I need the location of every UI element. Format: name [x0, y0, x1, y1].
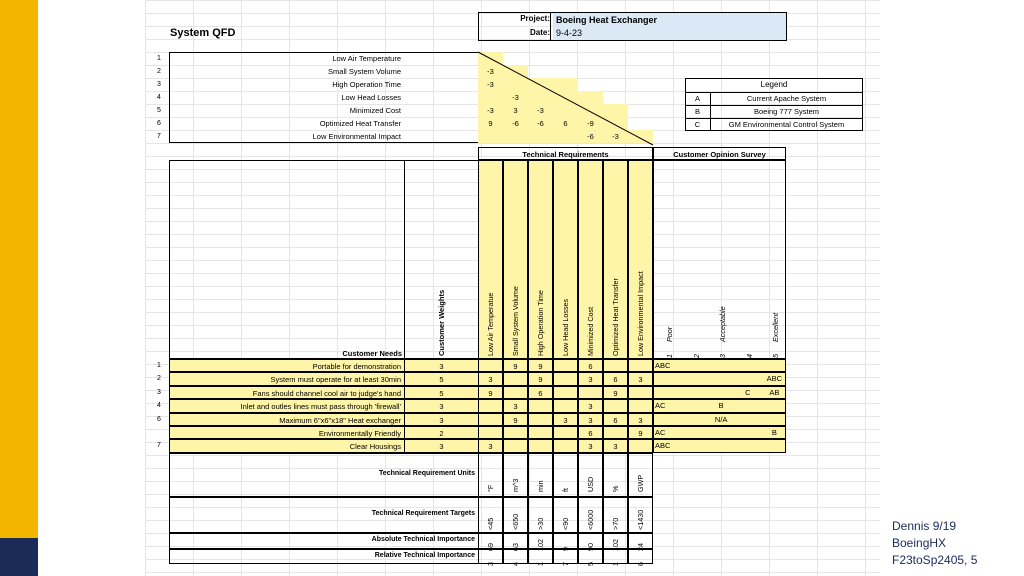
survey-cell: [761, 360, 787, 372]
bottom-value: <6000: [586, 509, 595, 530]
need-rel-cell: [503, 386, 528, 399]
legend-key: B: [694, 107, 700, 116]
roof-cell: -6: [503, 117, 528, 130]
tech-req-label: Low Air Temperatue: [486, 292, 495, 356]
need-rel-cell: [503, 426, 528, 439]
need-weight: 5: [404, 386, 479, 399]
need-weight: 3: [404, 399, 479, 412]
need-rel-cell: 3: [478, 372, 503, 385]
survey-cell: B: [718, 401, 724, 411]
survey-cell: ABC: [766, 374, 783, 384]
need-rel-cell: 6: [603, 372, 628, 385]
need-rel-cell: [628, 386, 653, 399]
survey-cell: [735, 400, 761, 412]
project-value: Boeing Heat Exchanger: [553, 13, 786, 27]
survey-cell: AB: [769, 387, 780, 397]
roof-row-number: 4: [157, 94, 161, 101]
survey-cell: [708, 427, 734, 439]
roof-cell: -9: [578, 117, 603, 130]
tech-req-label: Low Head Losses: [561, 298, 570, 356]
tech-req-label: Small System Volume: [511, 286, 520, 356]
need-label: Environmentally Friendly: [169, 426, 405, 439]
survey-cell: [735, 427, 761, 439]
roof-cell: -6: [578, 130, 603, 143]
roof-row-number: 6: [157, 120, 161, 127]
need-rel-cell: [528, 399, 553, 412]
survey-cell: [682, 387, 708, 399]
need-label: Clear Housings: [169, 439, 405, 452]
bottom-value: 9: [561, 547, 570, 551]
roof-row-number: 7: [157, 133, 161, 140]
roof-cell: -6: [528, 117, 553, 130]
bottom-value: 102: [536, 539, 545, 551]
bottom-value: 5: [586, 562, 595, 566]
bottom-value: %: [611, 485, 620, 492]
need-rel-cell: 3: [578, 413, 603, 426]
need-rel-cell: [528, 439, 553, 452]
roof-row-label: Small System Volume: [328, 67, 401, 76]
need-rel-cell: [578, 386, 603, 399]
footer-line-2: BoeingHX: [892, 536, 947, 550]
survey-cell: [708, 360, 734, 372]
need-weight: 3: [404, 359, 479, 372]
roof-cell: -3: [603, 130, 628, 143]
survey-cell: [682, 373, 708, 385]
need-rel-cell: [478, 426, 503, 439]
bottom-value: 6: [636, 562, 645, 566]
survey-scale-label: Poor: [665, 326, 674, 342]
survey-cell: [735, 440, 761, 452]
tech-req-label: Low Environmental Impact: [636, 271, 645, 356]
bottom-value: USD: [586, 476, 595, 492]
need-rel-cell: [603, 399, 628, 412]
need-rel-cell: [478, 399, 503, 412]
date-label: Date:: [529, 28, 550, 37]
survey-cell: [761, 400, 787, 412]
legend-key: A: [694, 94, 700, 103]
survey-cell: [655, 373, 681, 385]
survey-cell: [708, 373, 734, 385]
need-row-number: 1: [157, 362, 161, 369]
roof-cell: -3: [478, 104, 503, 117]
bottom-row-label: Absolute Technical Importance: [371, 536, 475, 543]
need-rel-cell: [478, 413, 503, 426]
roof-cell: -3: [503, 91, 528, 104]
need-rel-cell: 3: [603, 439, 628, 452]
need-weight: 5: [404, 372, 479, 385]
customer-weights-heading: Customer Weights: [437, 289, 446, 356]
roof-row-label: Low Environmental Impact: [312, 132, 401, 141]
bottom-value: >30: [536, 517, 545, 530]
need-row-number: 4: [157, 402, 161, 410]
need-rel-cell: 9: [628, 426, 653, 439]
legend-label: Boeing 777 System: [753, 107, 820, 116]
roof-cell: -3: [478, 78, 503, 91]
survey-cell: ABC: [655, 441, 671, 451]
need-row-number: 3: [157, 388, 161, 396]
survey-cell: [682, 414, 708, 426]
need-rel-cell: [553, 426, 578, 439]
bottom-value: >70: [611, 517, 620, 530]
roof-row-number: 5: [157, 107, 161, 114]
footer-line-3: F23toSp2405, 5: [892, 553, 978, 567]
bottom-row-label: Technical Requirement Targets: [371, 510, 475, 517]
need-rel-cell: [553, 399, 578, 412]
qfd-sheet: [145, 0, 880, 576]
bottom-value: 90: [586, 543, 595, 551]
survey-cell: [735, 360, 761, 372]
accent-band-bottom: [0, 538, 38, 576]
legend-row-line: [685, 92, 863, 93]
need-row-number: 6: [157, 415, 161, 423]
need-rel-cell: 3: [578, 439, 603, 452]
roof-cell: 9: [478, 117, 503, 130]
needs-header-box: [169, 160, 405, 359]
need-label: Fans should channel cool air to judge's hand: [169, 386, 405, 399]
bottom-value: 3: [486, 562, 495, 566]
survey-cell: [655, 387, 681, 399]
bottom-value: 1: [611, 562, 620, 566]
survey-cell: [735, 373, 761, 385]
bottom-row-label: Relative Technical Importance: [374, 551, 475, 559]
roof-cell: -3: [528, 104, 553, 117]
legend-title: Legend: [760, 80, 788, 89]
survey-cell: [708, 387, 734, 399]
legend-row-line: [685, 118, 863, 119]
customer-needs-heading: Customer Needs: [342, 349, 402, 358]
bottom-value: 69: [486, 543, 495, 551]
need-rel-cell: 9: [478, 386, 503, 399]
roof-row-label: Minimized Cost: [349, 106, 401, 115]
roof-row-number: 1: [157, 55, 161, 62]
need-rel-cell: [478, 359, 503, 372]
bottom-value: 102: [611, 539, 620, 551]
need-rel-cell: 9: [528, 372, 553, 385]
survey-cell: N/A: [714, 414, 728, 424]
need-label: Portable for demonstration: [169, 359, 405, 372]
survey-cell: [682, 400, 708, 412]
need-row-number: 2: [157, 375, 161, 383]
legend-row-line: [685, 105, 863, 106]
bottom-value: ft: [561, 488, 570, 492]
tech-req-label: High Operation Time: [536, 290, 545, 356]
legend-label: GM Environmental Control System: [728, 120, 845, 129]
tech-req-label: Minimized Cost: [586, 306, 595, 356]
need-label: System must operate for at least 30min: [169, 372, 405, 385]
need-weight: 2: [404, 426, 479, 439]
bottom-value: 4: [511, 562, 520, 566]
need-rel-cell: [553, 439, 578, 452]
survey-cell: [708, 440, 734, 452]
roof-row-label: Low Air Temperature: [332, 54, 401, 63]
survey-scale-label: Excellent: [771, 312, 781, 342]
survey-cell: [682, 440, 708, 452]
accent-band: [0, 0, 38, 576]
need-weight: 3: [404, 413, 479, 426]
survey-cell: AC: [655, 428, 666, 437]
need-rel-cell: [628, 399, 653, 412]
roof-cell: -3: [478, 65, 503, 78]
roof-row-label: Low Head Losses: [341, 93, 401, 102]
bottom-value: <45: [486, 517, 495, 530]
need-rel-cell: 6: [578, 426, 603, 439]
need-rel-cell: [503, 439, 528, 452]
survey-scale-num: 2: [691, 354, 701, 358]
survey-title: Customer Opinion Survey: [673, 150, 766, 159]
need-rel-cell: 9: [503, 413, 528, 426]
legend-divider: [710, 92, 711, 131]
survey-cell: C: [745, 387, 751, 397]
bottom-value: 24: [636, 543, 645, 551]
legend-label: Current Apache System: [746, 94, 827, 103]
date-value: 9-4-23: [553, 27, 786, 40]
need-rel-cell: 6: [528, 386, 553, 399]
need-rel-cell: [603, 426, 628, 439]
bottom-value: <90: [561, 517, 570, 530]
need-rel-cell: [553, 372, 578, 385]
survey-cell: B: [771, 428, 777, 437]
survey-scale-label: Acceptable: [718, 306, 728, 342]
survey-cell: [735, 414, 761, 426]
tech-req-title: Technical Requirements: [522, 150, 609, 159]
need-rel-cell: 6: [603, 413, 628, 426]
need-rel-cell: 9: [528, 359, 553, 372]
survey-scale-num: 5: [771, 354, 781, 358]
roof-row-number: 2: [157, 68, 161, 75]
need-rel-cell: [553, 359, 578, 372]
footer-line-1: Dennis 9/19: [892, 519, 957, 533]
tech-req-label: Optimized Heat Transfer: [611, 278, 620, 356]
survey-scale-num: 3: [718, 354, 728, 358]
survey-scale-num: 4: [744, 354, 754, 358]
survey-cell: ABC: [655, 361, 671, 370]
roof-cell: 6: [553, 117, 578, 130]
bottom-value: <1430: [636, 509, 645, 530]
bottom-value: 1: [536, 562, 545, 566]
need-rel-cell: 9: [503, 359, 528, 372]
roof-cell: 3: [503, 104, 528, 117]
survey-cell: [761, 414, 787, 426]
survey-cell: [682, 360, 708, 372]
survey-cell: [655, 414, 681, 426]
bottom-value: 63: [511, 543, 520, 551]
need-rel-cell: [603, 359, 628, 372]
bottom-value: °F: [486, 484, 495, 492]
need-rel-cell: [628, 359, 653, 372]
legend-key: C: [694, 120, 701, 129]
roof-row-label: High Operation Time: [332, 80, 401, 89]
page-title: System QFD: [170, 27, 236, 39]
survey-cell: [682, 427, 708, 439]
need-rel-cell: [628, 439, 653, 452]
need-rel-cell: 3: [628, 413, 653, 426]
need-label: Inlet and outles lines must pass through 'firewall': [169, 399, 405, 412]
need-rel-cell: 6: [578, 359, 603, 372]
roof-row-label: Optimized Heat Transfer: [319, 119, 401, 128]
survey-scale-num: 1: [665, 354, 674, 358]
bottom-value: 7: [561, 562, 570, 566]
need-weight: 3: [404, 439, 479, 452]
need-rel-cell: 3: [628, 372, 653, 385]
need-rel-cell: 3: [553, 413, 578, 426]
survey-cell: AC: [655, 401, 666, 411]
need-rel-cell: [503, 372, 528, 385]
bottom-value: GWP: [636, 474, 645, 492]
need-rel-cell: [528, 413, 553, 426]
project-label: Project:: [520, 14, 550, 23]
need-rel-cell: 3: [578, 372, 603, 385]
need-rel-cell: [528, 426, 553, 439]
footer-note: [892, 518, 977, 569]
bottom-value: <650: [511, 513, 520, 530]
need-rel-cell: 3: [478, 439, 503, 452]
need-label: Maximum 6"x6"x18" Heat exchanger: [169, 413, 405, 426]
bottom-row-label: Technical Requirement Units: [379, 470, 475, 477]
roof-row-number: 3: [157, 81, 161, 88]
bottom-value: min: [536, 480, 545, 492]
need-rel-cell: 3: [578, 399, 603, 412]
need-row-number: 7: [157, 442, 161, 450]
bottom-value: m^3: [511, 478, 520, 492]
survey-cell: [761, 440, 787, 452]
need-rel-cell: 9: [603, 386, 628, 399]
need-rel-cell: 3: [503, 399, 528, 412]
need-rel-cell: [553, 386, 578, 399]
